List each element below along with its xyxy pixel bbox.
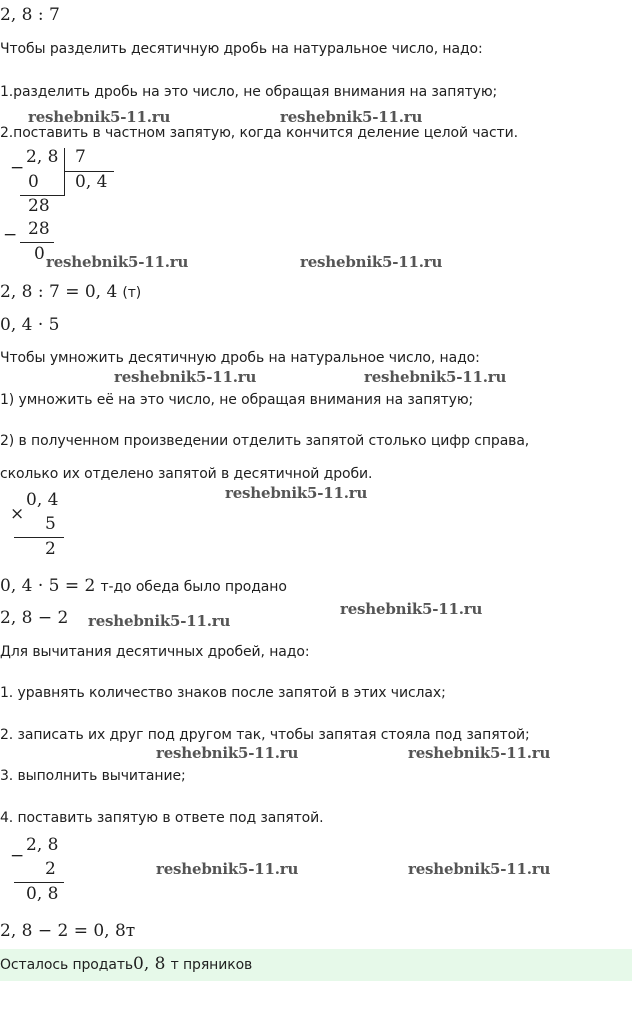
- subtrahend-1: 0: [28, 172, 39, 192]
- minuend: 2, 8: [26, 835, 59, 855]
- bring-down-value: 28: [28, 196, 50, 216]
- multiplication-result-text: т-до обеда было продано: [100, 579, 287, 595]
- answer-line: [0, 954, 252, 974]
- divisor: 7: [75, 147, 86, 167]
- quotient: 0, 4: [75, 172, 108, 192]
- subtraction-rule-2: 2. записать их друг под другом так, чтобы запятая стояла под запятой;: [0, 727, 530, 743]
- multiplication-rule-intro: Чтобы умножить десятичную дробь на натуральное число, надо:: [0, 350, 480, 366]
- multiplication-line: [14, 537, 64, 538]
- division-rule-intro: Чтобы разделить десятичную дробь на натуральное число, надо:: [0, 41, 483, 57]
- subtraction-rule-intro: Для вычитания десятичных дробей, надо:: [0, 644, 310, 660]
- multiplication-result: [0, 576, 287, 596]
- watermark: reshebnik5-11.ru: [340, 600, 483, 618]
- watermark: reshebnik5-11.ru: [300, 253, 443, 271]
- multiplier: 5: [45, 514, 56, 534]
- multiplication-expression: 0, 4 · 5: [0, 315, 60, 335]
- division-result: [0, 282, 141, 302]
- watermark: reshebnik5-11.ru: [280, 108, 423, 126]
- division-expression: 2, 8 : 7: [0, 5, 60, 25]
- watermark: reshebnik5-11.ru: [408, 860, 551, 878]
- watermark: reshebnik5-11.ru: [28, 108, 171, 126]
- minus-sign: −: [3, 225, 18, 245]
- difference: 0, 8: [26, 884, 59, 904]
- watermark: reshebnik5-11.ru: [156, 860, 299, 878]
- division-rule-2: 2.поставить в частном запятую, когда кончится деление целой части.: [0, 125, 518, 141]
- watermark: reshebnik5-11.ru: [408, 744, 551, 762]
- subtrahend-2: 28: [28, 219, 50, 239]
- multiplication-result-math: 0, 4 · 5 = 2: [0, 576, 96, 596]
- multiplicand: 0, 4: [26, 490, 59, 510]
- watermark: reshebnik5-11.ru: [46, 253, 189, 271]
- subtraction-rule-1: 1. уравнять количество знаков после запятой в этих числах;: [0, 685, 446, 701]
- multiplication-rule-1: 1) умножить её на это число, не обращая внимания на запятую;: [0, 392, 474, 408]
- answer-text: Осталось продать: [0, 957, 134, 973]
- subtraction-rule-3: 3. выполнить вычитание;: [0, 768, 186, 784]
- subtraction-rule-4: 4. поставить запятую в ответе под запятой.: [0, 810, 324, 826]
- product: 2: [45, 539, 56, 559]
- multiply-sign: ×: [10, 504, 25, 524]
- subtraction-line: [14, 882, 64, 883]
- subtraction-expression: 2, 8 − 2: [0, 608, 69, 628]
- remainder: 0: [34, 244, 45, 264]
- minus-sign: −: [10, 846, 25, 866]
- division-result-math: 2, 8 : 7 = 0, 4: [0, 282, 118, 302]
- watermark: reshebnik5-11.ru: [156, 744, 299, 762]
- watermark: reshebnik5-11.ru: [225, 484, 368, 502]
- multiplication-rule-2: 2) в полученном произведении отделить запятой столько цифр справа,: [0, 433, 530, 449]
- watermark: reshebnik5-11.ru: [88, 612, 231, 630]
- subtraction-line-2: [20, 242, 54, 243]
- subtrahend: 2: [45, 859, 56, 879]
- multiplication-rule-3: сколько их отделено запятой в десятичной дроби.: [0, 466, 373, 482]
- subtraction-result: 2, 8 − 2 = 0, 8т: [0, 921, 136, 941]
- division-rule-1: 1.разделить дробь на это число, не обращая внимания на запятую;: [0, 84, 498, 100]
- watermark: reshebnik5-11.ru: [114, 368, 257, 386]
- answer-value: 0, 8: [133, 954, 166, 974]
- watermark: reshebnik5-11.ru: [364, 368, 507, 386]
- dividend: 2, 8: [26, 147, 59, 167]
- answer-unit: т пряников: [170, 957, 253, 973]
- division-vertical-line: [64, 148, 65, 196]
- minus-sign: −: [10, 158, 25, 178]
- division-result-unit: (т): [122, 285, 142, 301]
